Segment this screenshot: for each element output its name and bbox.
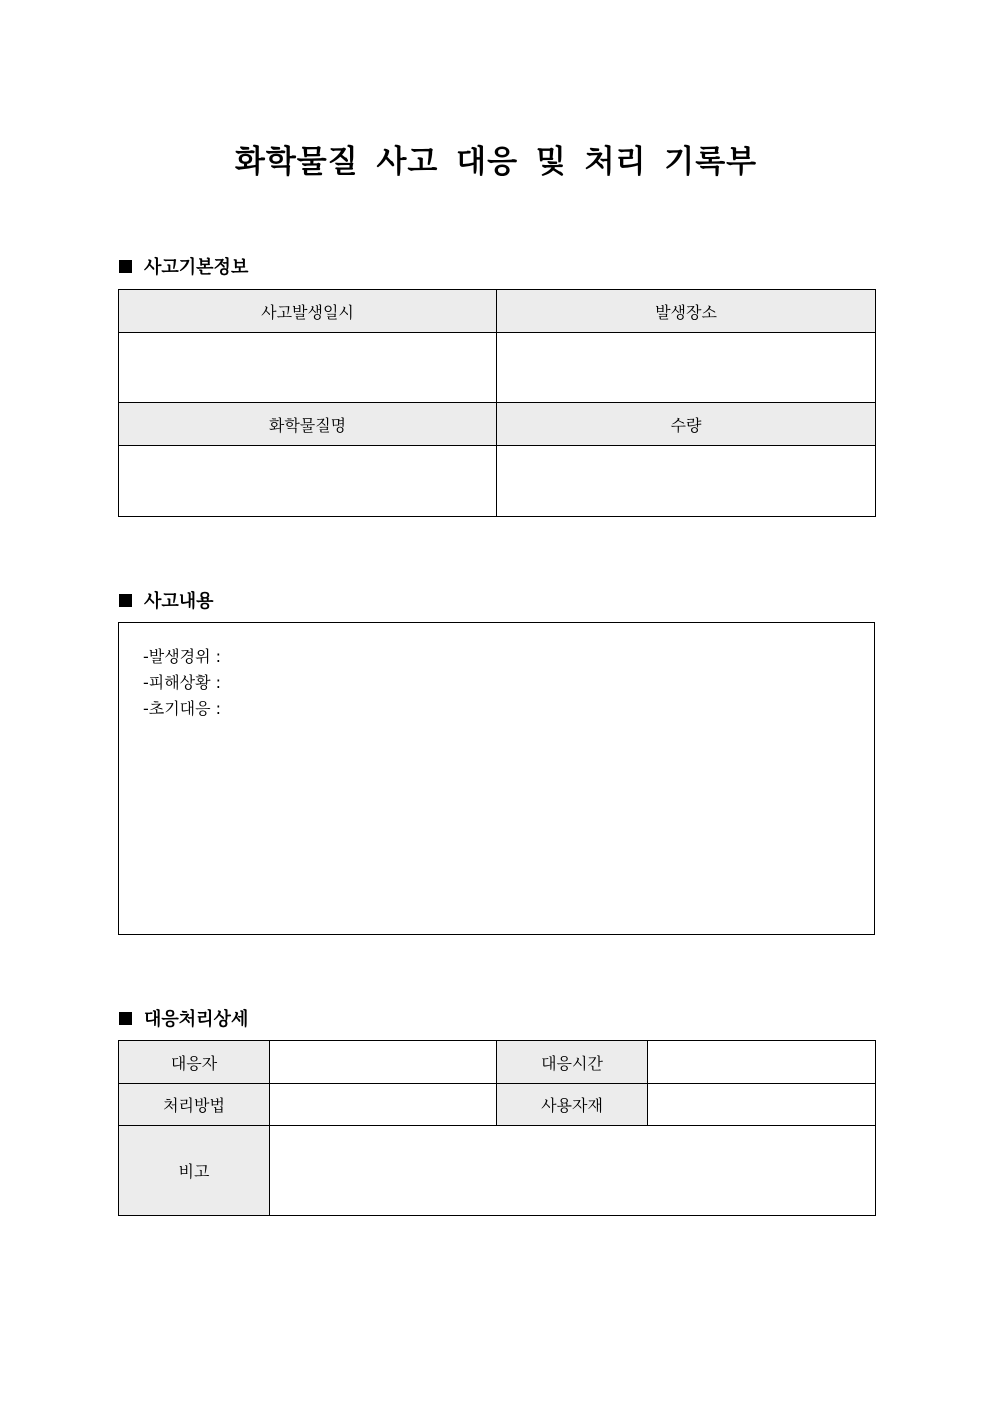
line-occurrence-details: -발생경위 :	[143, 647, 222, 666]
header-location: 발생장소	[497, 290, 876, 333]
label-remarks: 비고	[119, 1126, 270, 1216]
line-damage-status: -피해상황 :	[143, 673, 222, 692]
section-heading-response-details	[119, 1005, 248, 1031]
field-response-time[interactable]	[648, 1041, 876, 1084]
basic-info-table	[118, 289, 876, 517]
field-materials-used[interactable]	[648, 1084, 876, 1126]
field-remarks[interactable]	[270, 1126, 876, 1216]
label-treatment-method: 처리방법	[119, 1084, 270, 1126]
line-initial-response: -초기대응 :	[143, 699, 222, 718]
section-heading-label: 대응처리상세	[144, 1009, 249, 1030]
header-quantity: 수량	[497, 403, 876, 446]
square-bullet-icon	[119, 1012, 132, 1025]
field-location[interactable]	[497, 333, 876, 403]
header-occurrence-datetime: 사고발생일시	[119, 290, 497, 333]
label-response-time: 대응시간	[497, 1041, 648, 1084]
field-quantity[interactable]	[497, 446, 876, 517]
label-materials-used: 사용자재	[497, 1084, 648, 1126]
square-bullet-icon	[119, 260, 132, 273]
header-chemical-name: 화학물질명	[119, 403, 497, 446]
incident-content-box[interactable]	[118, 622, 875, 935]
document-title: 화학물질 사고 대응 및 처리 기록부	[234, 144, 758, 180]
label-responder: 대응자	[119, 1041, 270, 1084]
response-details-table	[118, 1040, 876, 1216]
section-heading-label: 사고기본정보	[144, 257, 249, 278]
field-chemical-name[interactable]	[119, 446, 497, 517]
section-heading-basic-info	[119, 253, 248, 279]
field-responder[interactable]	[270, 1041, 497, 1084]
section-heading-label: 사고내용	[144, 591, 214, 612]
square-bullet-icon	[119, 594, 132, 607]
field-occurrence-datetime[interactable]	[119, 333, 497, 403]
field-treatment-method[interactable]	[270, 1084, 497, 1126]
section-heading-incident-content	[119, 587, 214, 613]
